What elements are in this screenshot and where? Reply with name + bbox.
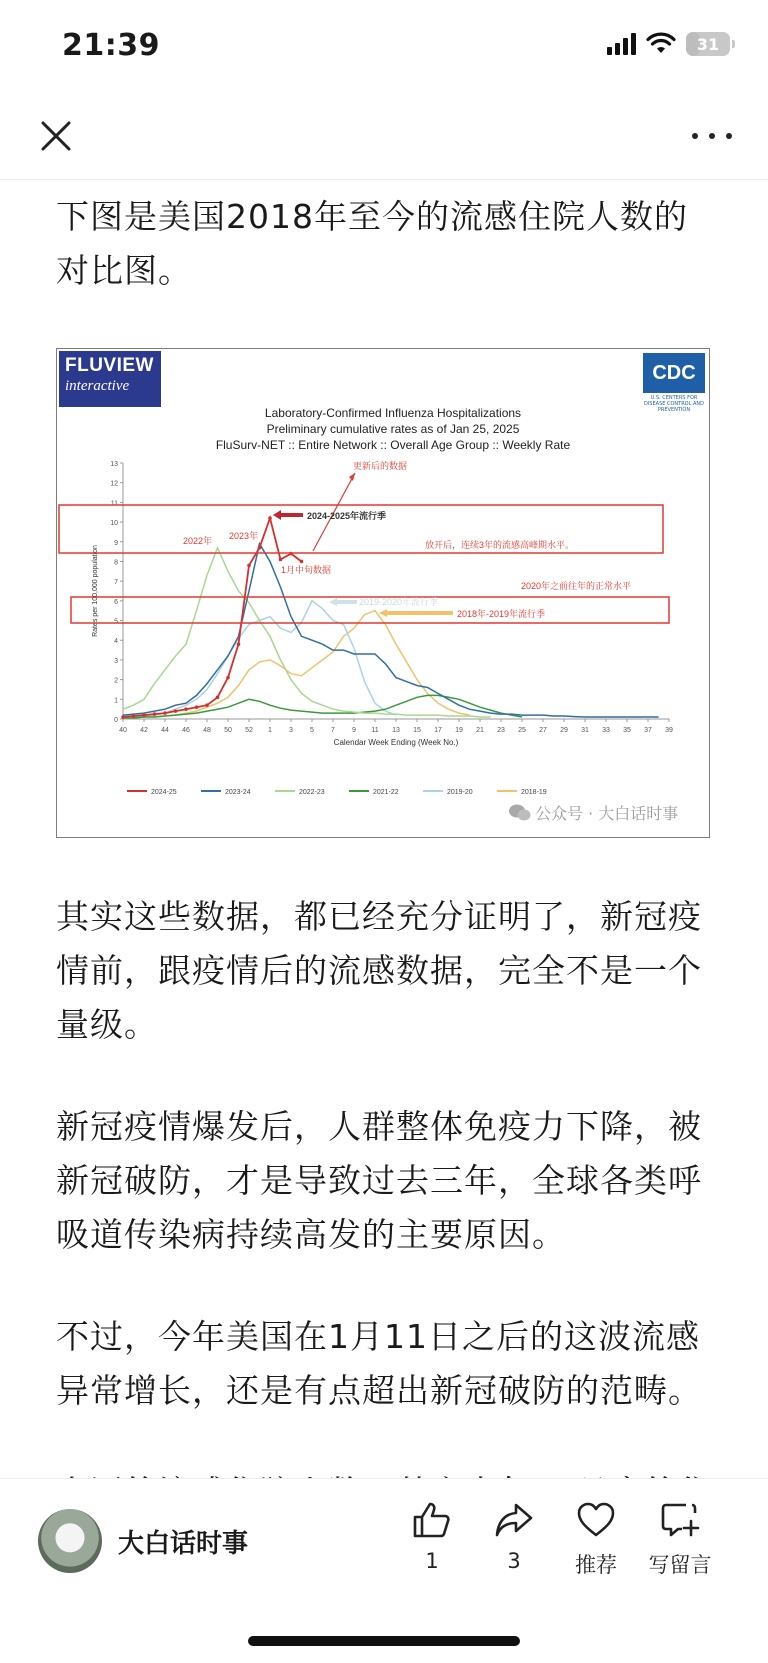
series-line-2019-20 [123, 601, 396, 718]
more-dots-icon [692, 133, 698, 139]
y-tick-label: 6 [114, 598, 118, 606]
article-paragraph: 不过，今年美国在1月11日之后的这波流感异常增长，还是有点超出新冠破防的范畴。 [56, 1317, 702, 1410]
x-tick-label: 19 [455, 727, 463, 734]
data-point-2024-25 [205, 703, 209, 707]
annotation-updated-data: 更新后的数据 [353, 461, 408, 471]
battery-icon [686, 32, 730, 56]
x-tick-label: 7 [331, 727, 335, 734]
like-button[interactable] [392, 1501, 472, 1573]
x-axis-label: Calendar Week Ending (Week No.) [333, 738, 459, 747]
x-tick-label: 37 [644, 727, 652, 734]
chart-subtitle: Preliminary cumulative rates as of Jan 25, 2025 [266, 422, 520, 436]
annotation-2023: 2023年 [229, 531, 259, 541]
y-tick-label: 0 [114, 717, 118, 724]
y-tick-label: 11 [110, 500, 118, 508]
y-axis-label: Rates per 100,000 population [92, 545, 99, 637]
x-tick-label: 48 [203, 727, 211, 734]
comment-button[interactable] [640, 1501, 720, 1579]
data-point-2024-25 [163, 711, 167, 715]
annotation-pre-2020: 2020年之前往年的正常水平 [521, 581, 632, 591]
annotation-arrow-2018-2019 [379, 609, 453, 617]
x-tick-label: 46 [182, 727, 190, 734]
x-tick-label: 29 [560, 727, 568, 734]
x-tick-label: 33 [602, 727, 610, 734]
x-tick-label: 17 [434, 727, 442, 734]
x-tick-label: 39 [665, 727, 673, 734]
cellular-signal-icon [607, 33, 636, 55]
data-point-2024-25 [226, 676, 230, 680]
article-paragraph: 下图是美国2018年至今的流感住院人数的对比图。 [56, 197, 688, 290]
close-icon [36, 116, 76, 156]
data-point-2024-25 [142, 713, 146, 717]
legend-label-2021-22: 2021-22 [373, 789, 399, 796]
data-point-2024-25 [247, 564, 251, 568]
chart-title: Laboratory-Confirmed Influenza Hospitalizations [264, 406, 522, 420]
annotation-2024-2025: 2024-2025年流行季 [307, 511, 387, 521]
comment-label: 写留言 [648, 1553, 712, 1577]
y-tick-label: 9 [114, 539, 118, 547]
data-point-2024-25 [153, 712, 157, 716]
bottom-action-bar [0, 1478, 768, 1663]
recommend-label: 推荐 [575, 1553, 617, 1577]
share-icon [494, 1501, 534, 1539]
chart-subtitle-2: FluSurv-NET :: Entire Network :: Overall Age Group :: Weekly Rate [215, 438, 571, 452]
y-tick-label: 7 [114, 579, 118, 587]
author-name[interactable]: 大白话时事 [118, 1529, 249, 1559]
annotation-arrow-2024-2025 [273, 510, 303, 520]
battery-level: 31 [696, 34, 720, 54]
x-tick-label: 13 [392, 727, 400, 734]
y-tick-label: 10 [110, 520, 118, 528]
data-point-2024-25 [237, 642, 241, 646]
status-bar [0, 0, 768, 96]
data-point-2024-25 [184, 707, 188, 711]
annotation-arrowhead-updated [349, 473, 355, 481]
annotation-arrow-2019-2020 [329, 598, 357, 606]
y-tick-label: 1 [114, 697, 118, 705]
comment-add-icon [660, 1501, 700, 1539]
x-tick-label: 50 [224, 727, 232, 734]
y-tick-label: 2 [114, 677, 118, 685]
recommend-button[interactable] [556, 1501, 636, 1579]
y-tick-label: 4 [114, 638, 118, 646]
x-tick-label: 15 [413, 727, 421, 734]
y-tick-label: 5 [114, 618, 118, 626]
share-count: 3 [507, 1549, 521, 1573]
status-icons [607, 32, 730, 56]
data-point-2024-25 [132, 714, 136, 718]
fluview-logo: FLUVIEW interactive [59, 351, 161, 407]
close-button[interactable] [36, 116, 76, 156]
article-body [56, 182, 716, 1478]
watermark: 公众号 · 大白话时事 [509, 801, 678, 824]
heart-icon [576, 1501, 616, 1539]
wechat-icon [509, 804, 531, 822]
flu-chart [57, 349, 711, 839]
x-tick-label: 52 [245, 727, 253, 734]
home-indicator [248, 1636, 520, 1646]
annotation-2022: 2022年 [183, 536, 213, 546]
x-tick-label: 9 [352, 727, 356, 734]
share-button[interactable] [474, 1501, 554, 1573]
x-tick-label: 3 [289, 727, 293, 734]
series-line-2023-24 [123, 544, 659, 717]
x-tick-label: 25 [518, 727, 526, 734]
legend-label-2019-20: 2019-20 [447, 789, 473, 796]
x-tick-label: 27 [539, 727, 547, 734]
legend-label-2023-24: 2023-24 [225, 789, 251, 796]
annotation-mid-january: 1月中旬数据 [281, 565, 332, 575]
data-point-2024-25 [174, 709, 178, 713]
x-tick-label: 40 [119, 727, 127, 734]
data-point-2024-25 [195, 705, 199, 709]
x-tick-label: 31 [581, 727, 589, 734]
data-point-2024-25 [121, 715, 125, 719]
x-tick-label: 42 [140, 727, 148, 734]
nav-bar [0, 96, 768, 180]
x-tick-label: 1 [268, 727, 272, 734]
status-time: 21:39 [62, 28, 160, 63]
flu-hospitalization-figure[interactable] [56, 348, 710, 838]
series-line-2024-25 [123, 518, 302, 717]
annotation-2019-2020: 2019-2020年流行季 [359, 597, 439, 607]
wifi-icon [646, 33, 676, 55]
cdc-logo: CDC U.S. CENTERS FOR DISEASE CONTROL AND PREVENTION [643, 353, 705, 405]
data-point-2024-25 [216, 696, 220, 700]
x-tick-label: 35 [623, 727, 631, 734]
article-paragraph: 新冠疫情爆发后，人群整体免疫力下降，被新冠破防，才是导致过去三年，全球各类呼吸道传染病持续高发的主要原因。 [56, 1107, 702, 1254]
more-options-button[interactable] [692, 124, 732, 148]
data-point-2024-25 [279, 558, 283, 562]
x-tick-label: 5 [310, 727, 314, 734]
annotation-after-reopening: 放开后，连续3年的流感高峰期水平。 [425, 540, 575, 550]
y-tick-label: 8 [114, 559, 118, 567]
data-point-2024-25 [258, 546, 262, 550]
article-paragraph: 其实这些数据，都已经充分证明了，新冠疫情前，跟疫情后的流感数据，完全不是一个量级。 [56, 897, 702, 1044]
y-tick-label: 12 [110, 480, 118, 488]
legend-label-2022-23: 2022-23 [299, 789, 325, 796]
data-point-2024-25 [268, 516, 272, 520]
x-tick-label: 21 [476, 727, 484, 734]
x-tick-label: 23 [497, 727, 505, 734]
x-tick-label: 44 [161, 727, 169, 734]
x-tick-label: 11 [371, 727, 379, 734]
y-tick-label: 13 [110, 461, 118, 468]
legend-label-2024-25: 2024-25 [151, 789, 177, 796]
thumbs-up-icon [412, 1501, 452, 1539]
annotation-2018-2019: 2018年-2019年流行季 [457, 609, 546, 619]
like-count: 1 [425, 1549, 439, 1573]
author-avatar[interactable] [38, 1509, 102, 1573]
legend-label-2018-19: 2018-19 [521, 789, 547, 796]
data-point-2024-25 [300, 560, 304, 564]
y-tick-label: 3 [114, 657, 118, 665]
